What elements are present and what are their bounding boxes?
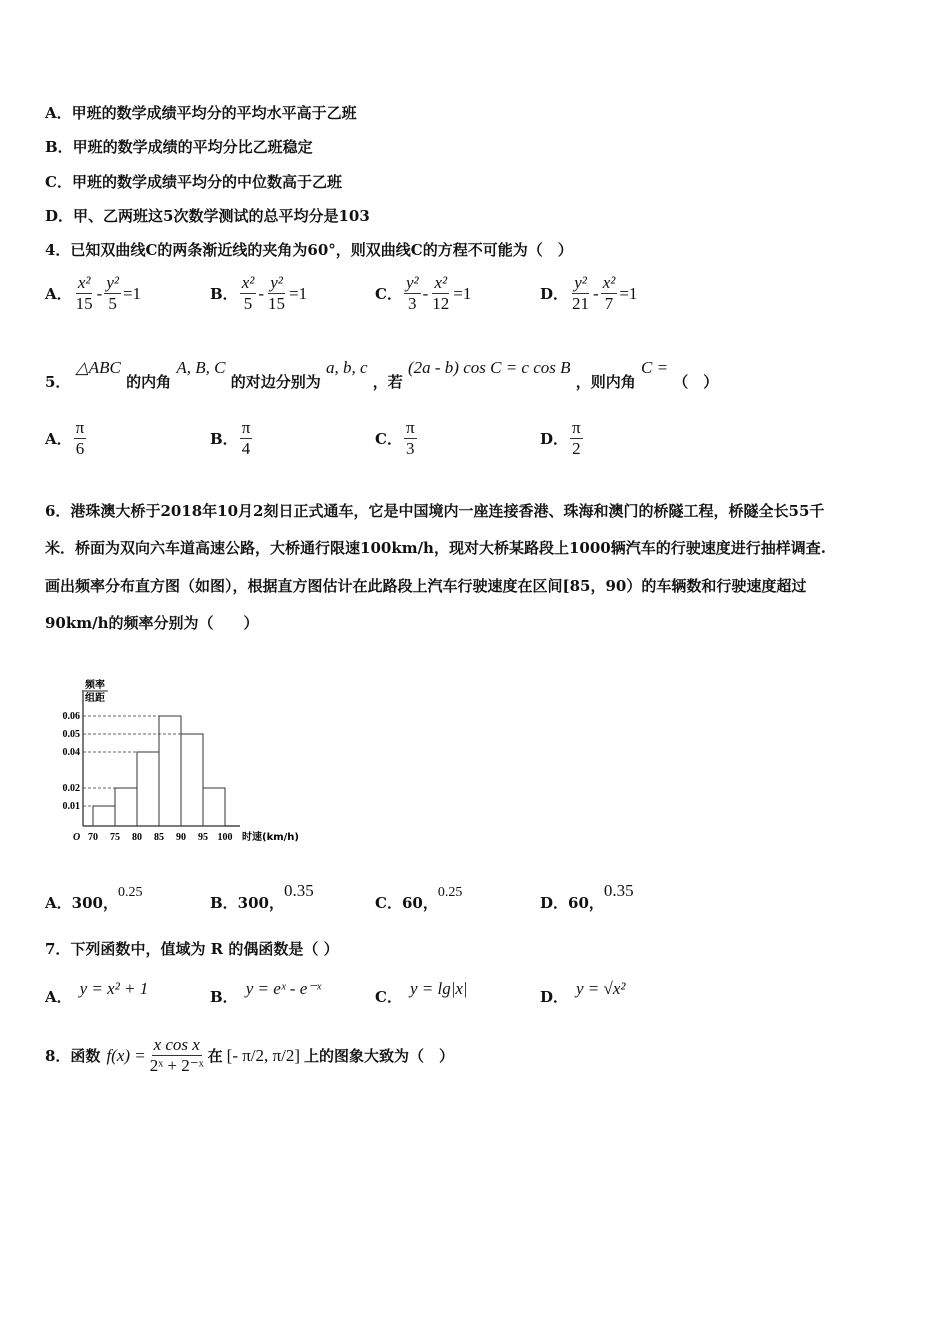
numerator: π <box>572 418 581 437</box>
option-label: B． <box>210 430 238 448</box>
q5-option <box>210 418 254 459</box>
q6-line-2: 米．桥面为双向六车道高速公路，大桥通行限速100km/h，现对大桥某路段上1000辆汽车的行驶速度进行抽样调查. <box>45 539 826 557</box>
q6-line-3: 画出频率分布直方图（如图），根据直方图估计在此路段上汽车行驶速度在区间[85，90）的车辆数和行驶速度超过 <box>45 577 807 595</box>
option-label: A．300， <box>45 894 118 912</box>
x-tick-label: 100 <box>217 832 233 843</box>
q8-function-name: f(x) = <box>106 1045 146 1065</box>
q6-option <box>540 880 634 912</box>
option-label: C． <box>375 988 402 1006</box>
option-label: C． <box>375 430 402 448</box>
minus-sign: - <box>96 283 103 303</box>
y-tick-label: 0.04 <box>62 747 80 758</box>
q4-option <box>375 273 471 314</box>
q7-option <box>45 978 149 1006</box>
numerator: y² <box>574 273 587 292</box>
option-formula: y = √x² <box>576 979 626 998</box>
denominator: 21 <box>572 294 590 313</box>
minus-sign: - <box>422 283 429 303</box>
denominator: 12 <box>432 294 450 313</box>
fraction <box>404 418 417 459</box>
option-label: D．60， <box>540 894 604 912</box>
origin-label: O <box>73 832 81 843</box>
fraction <box>240 273 257 314</box>
q5-triangle: △ABC <box>75 358 121 377</box>
histogram-bar <box>203 788 225 826</box>
x-tick-label: 80 <box>132 832 142 843</box>
q7-option <box>375 978 468 1006</box>
option-label: A． <box>45 988 72 1006</box>
y-tick-label: 0.05 <box>62 729 80 740</box>
q6-line-4: 90km/h的频率分别为（ ） <box>45 614 259 632</box>
equation-tail: =1 <box>122 283 142 303</box>
option-formula: y = eˣ - e⁻ˣ <box>245 979 322 998</box>
y-tick-label: 0.02 <box>62 783 80 794</box>
fraction <box>601 273 618 314</box>
option-formula: y = x² + 1 <box>79 979 149 998</box>
option-value: 0.25 <box>437 885 463 900</box>
numerator: x² <box>434 273 448 292</box>
option-label: A． <box>45 285 72 303</box>
option-label: A． <box>45 430 72 448</box>
option-label: C． <box>375 285 402 303</box>
q8-stem <box>45 1035 454 1076</box>
denominator: 4 <box>241 439 251 458</box>
minus-sign: - <box>258 283 265 303</box>
q6-option <box>45 880 143 912</box>
q5-text: ，若 <box>372 373 403 391</box>
q8-text: 在 <box>207 1047 223 1065</box>
q5-text: 的内角 <box>126 373 172 391</box>
q8-text: 上的图象大致为（ ） <box>304 1047 455 1065</box>
denominator: 7 <box>604 294 614 313</box>
q3-option-c: C．甲班的数学成绩平均分的中位数高于乙班 <box>45 173 342 191</box>
x-tick-label: 85 <box>154 832 164 843</box>
q5-option <box>45 418 88 459</box>
q6-option <box>375 880 463 912</box>
fraction <box>74 273 95 314</box>
y-label-numerator: 频率 <box>85 680 105 691</box>
option-label: C．60， <box>375 894 438 912</box>
numerator: π <box>75 418 85 437</box>
option-label: D． <box>540 988 569 1006</box>
option-label: D． <box>540 430 569 448</box>
q7-option <box>540 978 626 1006</box>
y-tick-label: 0.06 <box>62 711 80 722</box>
denominator: 6 <box>75 439 85 458</box>
fraction <box>74 418 87 459</box>
numerator: y² <box>106 273 119 292</box>
q5-c: C = <box>641 358 669 377</box>
q4-option <box>210 273 307 314</box>
q5-bracket: （ ） <box>673 373 719 391</box>
histogram-bar <box>115 788 137 826</box>
q8-number: 8．函数 <box>45 1047 101 1065</box>
y-label-denominator: 组距 <box>85 693 105 704</box>
denominator: 3 <box>408 294 417 313</box>
option-value: 0.25 <box>117 885 143 900</box>
numerator: y² <box>405 273 419 292</box>
q7-option <box>210 978 322 1006</box>
option-formula: y = lg|x| <box>409 979 468 998</box>
equation-tail: =1 <box>289 283 308 303</box>
q4-option <box>540 273 637 314</box>
q3-option-d: D．甲、乙两班这5次数学测试的总平均分是103 <box>45 207 370 225</box>
option-label: D． <box>540 285 569 303</box>
q6-option <box>210 880 314 912</box>
numerator: x² <box>241 273 255 292</box>
numerator: x² <box>602 273 616 292</box>
q5-angles: A, B, C <box>176 358 226 377</box>
q8-interval: [- π/2, π/2] <box>226 1045 301 1065</box>
option-label: B． <box>210 988 238 1006</box>
option-label: B．300， <box>210 894 284 912</box>
histogram-chart <box>40 670 320 850</box>
denominator: 5 <box>243 294 253 313</box>
fraction <box>266 273 287 314</box>
q5-number: 5． <box>45 373 71 391</box>
fraction <box>430 273 451 314</box>
equation-tail: =1 <box>453 283 472 303</box>
numerator: y² <box>270 273 283 292</box>
q5-equation: (2a - b) cos C = c cos B <box>407 358 571 377</box>
histogram-bar <box>93 806 115 826</box>
denominator: 2 <box>572 439 581 458</box>
histogram-bar <box>181 734 203 826</box>
x-axis-label: 时速(km/h) <box>242 832 299 843</box>
fraction <box>570 273 591 314</box>
q4-stem: 4．已知双曲线C的两条渐近线的夹角为60°，则双曲线C的方程不可能为（ ） <box>45 241 573 259</box>
option-value: 0.35 <box>603 881 634 900</box>
fraction <box>104 273 121 314</box>
equation-tail: =1 <box>619 283 638 303</box>
x-tick-label: 70 <box>88 832 98 843</box>
y-tick-label: 0.01 <box>62 801 80 812</box>
q5-sides: a, b, c <box>325 358 368 377</box>
numerator: x² <box>77 273 91 292</box>
x-tick-label: 90 <box>176 832 186 843</box>
denominator: 3 <box>406 439 415 458</box>
q5-text: ，则内角 <box>575 373 636 391</box>
fraction <box>240 418 253 459</box>
x-tick-label: 75 <box>110 832 120 843</box>
denominator: 15 <box>75 294 93 313</box>
q8-fraction <box>148 1035 206 1076</box>
q3-option-b: B．甲班的数学成绩的平均分比乙班稳定 <box>45 138 313 156</box>
option-label: B． <box>210 285 238 303</box>
x-tick-label: 95 <box>198 832 208 843</box>
option-value: 0.35 <box>284 881 314 900</box>
q6-line-1: 6．港珠澳大桥于2018年10月2刻日正式通车，它是中国境内一座连接香港、珠海和澳门的桥隧工程，桥隧全长55千 <box>45 502 825 520</box>
q5-option <box>540 418 585 459</box>
q5-text: 的对边分别为 <box>230 373 321 391</box>
histogram-bar <box>137 752 159 826</box>
q7-stem: 7．下列函数中，值域为 R 的偶函数是（ ） <box>45 940 339 958</box>
fraction <box>404 273 421 314</box>
numerator: π <box>405 418 415 437</box>
q5-option <box>375 418 419 459</box>
numerator: π <box>241 418 251 437</box>
minus-sign: - <box>593 283 599 303</box>
denominator: 5 <box>108 294 117 313</box>
fraction <box>570 418 583 459</box>
histogram-bar <box>159 716 181 826</box>
q5-stem <box>45 357 718 397</box>
q8-denominator: 2ˣ + 2⁻ˣ <box>149 1056 204 1075</box>
q3-option-a: A．甲班的数学成绩平均分的平均水平高于乙班 <box>45 104 357 122</box>
denominator: 15 <box>268 294 286 313</box>
q8-numerator: x cos x <box>153 1035 200 1054</box>
q4-option <box>45 273 141 314</box>
